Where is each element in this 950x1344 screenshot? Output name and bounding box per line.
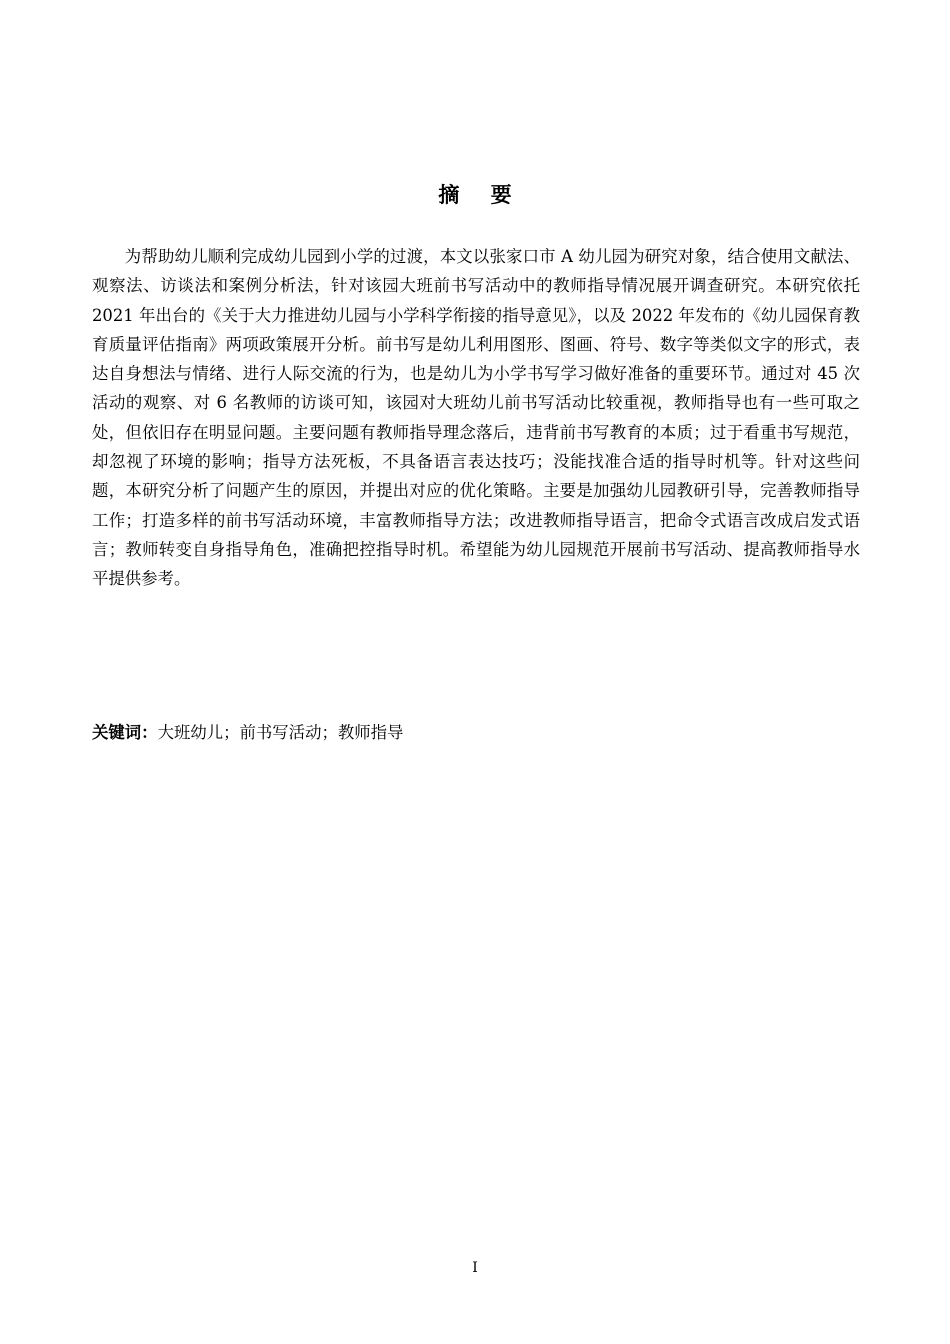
abstract-paragraph: 为帮助幼儿顺利完成幼儿园到小学的过渡，本文以张家口市 A 幼儿园为研究对象，结合使用文献法、观察法、访谈法和案例分析法，针对该园大班前书写活动中的教师指导情况展开调查研究。本研究依托 2021 年出台的《关于大力推进幼儿园与小学科学衔接的指导意见》，以及 2022 年发布的《幼儿园保育教育质量评估指南》两项政策展开分析。前书写是幼儿利用图形、图画、符号、数字等类似文字的形式，表达自身想法与情绪、进行人际交流的行为，也是幼儿为小学书写学习做好准备的重要环节。通过对 45 次活动的观察、对 6 名教师的访谈可知，该园对大班幼儿前书写活动比较重视，教师指导也有一些可取之处，但依旧存在明显问题。主要问题有教师指导理念落后，违背前书写教育的本质；过于看重书写规范，却忽视了环境的影响；指导方法死板，不具备语言表达技巧；没能找准合适的指导时机等。针对这些问题，本研究分析了问题产生的原因，并提出对应的优化策略。主要是加强幼儿园教研引导，完善教师指导工作；打造多样的前书写活动环境，丰富教师指导方法；改进教师指导语言，把命令式语言改成启发式语言；教师转变自身指导角色，准确把控指导时机。希望能为幼儿园规范开展前书写活动、提高教师指导水平提供参考。 xyxy=(92,247,860,589)
keywords-line xyxy=(92,718,860,747)
keywords-label: 关键词： xyxy=(92,723,158,742)
page-number: I xyxy=(472,1260,478,1276)
keywords-values: 大班幼儿；前书写活动；教师指导 xyxy=(157,723,404,742)
abstract-title: 摘 要 xyxy=(438,183,524,207)
